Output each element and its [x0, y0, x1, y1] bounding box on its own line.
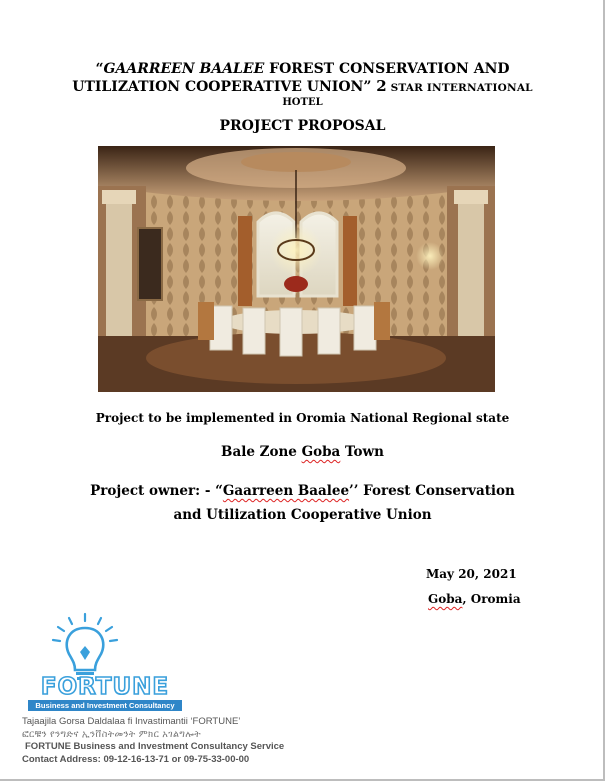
- project-owner: [0, 479, 605, 527]
- title-text: UTILIZATION COOPERATIVE UNION”: [72, 79, 377, 95]
- document-title: [0, 61, 605, 109]
- implementation-region: Project to be implemented in Oromia National Regional state: [95, 411, 510, 425]
- owner-label: Project owner: - “: [90, 483, 223, 499]
- footer-contact: [22, 716, 284, 766]
- logo-wordmark: FORTUNE: [40, 674, 170, 700]
- title-line-1: [0, 61, 605, 78]
- title-text-small: STAR INTERNATIONAL: [386, 82, 533, 94]
- hotel-dining-room-photo: [98, 146, 495, 392]
- footer-contact-address: Contact Address: 09-12-16-13-71 or 09-75-33-00-00: [22, 753, 250, 765]
- footer-oromo-name: Tajaajila Gorsa Daldalaa fi Invastimantii ‘FORTUNE’: [22, 716, 241, 727]
- location-text: Town: [340, 444, 384, 460]
- owner-line-1: [0, 479, 605, 503]
- title-line-3: HOTEL: [282, 97, 323, 108]
- document-place: [428, 592, 521, 606]
- fortune-logo: [25, 612, 185, 712]
- location-text: Bale Zone: [221, 444, 302, 460]
- footer-amharic-name: ፎርቹን የንግድና ኢንቨስትመንት ምክር አገልግሎት: [22, 728, 202, 740]
- owner-line-2: and Utilization Cooperative Union: [173, 507, 432, 523]
- title-star-count: 2: [376, 77, 387, 95]
- title-text: FOREST CONSERVATION AND: [264, 61, 510, 77]
- title-italic-name: GAARREEN BAALEE: [103, 61, 265, 77]
- location-town: Goba: [301, 444, 341, 460]
- title-line-2: [0, 78, 605, 97]
- place-region: , Oromia: [462, 592, 521, 606]
- owner-text: ’’ Forest Conservation: [349, 483, 515, 499]
- title-quote: “: [95, 61, 104, 77]
- owner-name: Gaarreen Baalee: [222, 483, 350, 499]
- document-date: May 20, 2021: [426, 567, 517, 581]
- place-town: Goba: [428, 592, 463, 606]
- section-heading: PROJECT PROPOSAL: [219, 118, 386, 134]
- footer-english-name: FORTUNE Business and Investment Consultancy Service: [25, 741, 285, 752]
- logo-tagline: Business and Investment Consultancy: [28, 700, 182, 711]
- project-location: [0, 444, 605, 460]
